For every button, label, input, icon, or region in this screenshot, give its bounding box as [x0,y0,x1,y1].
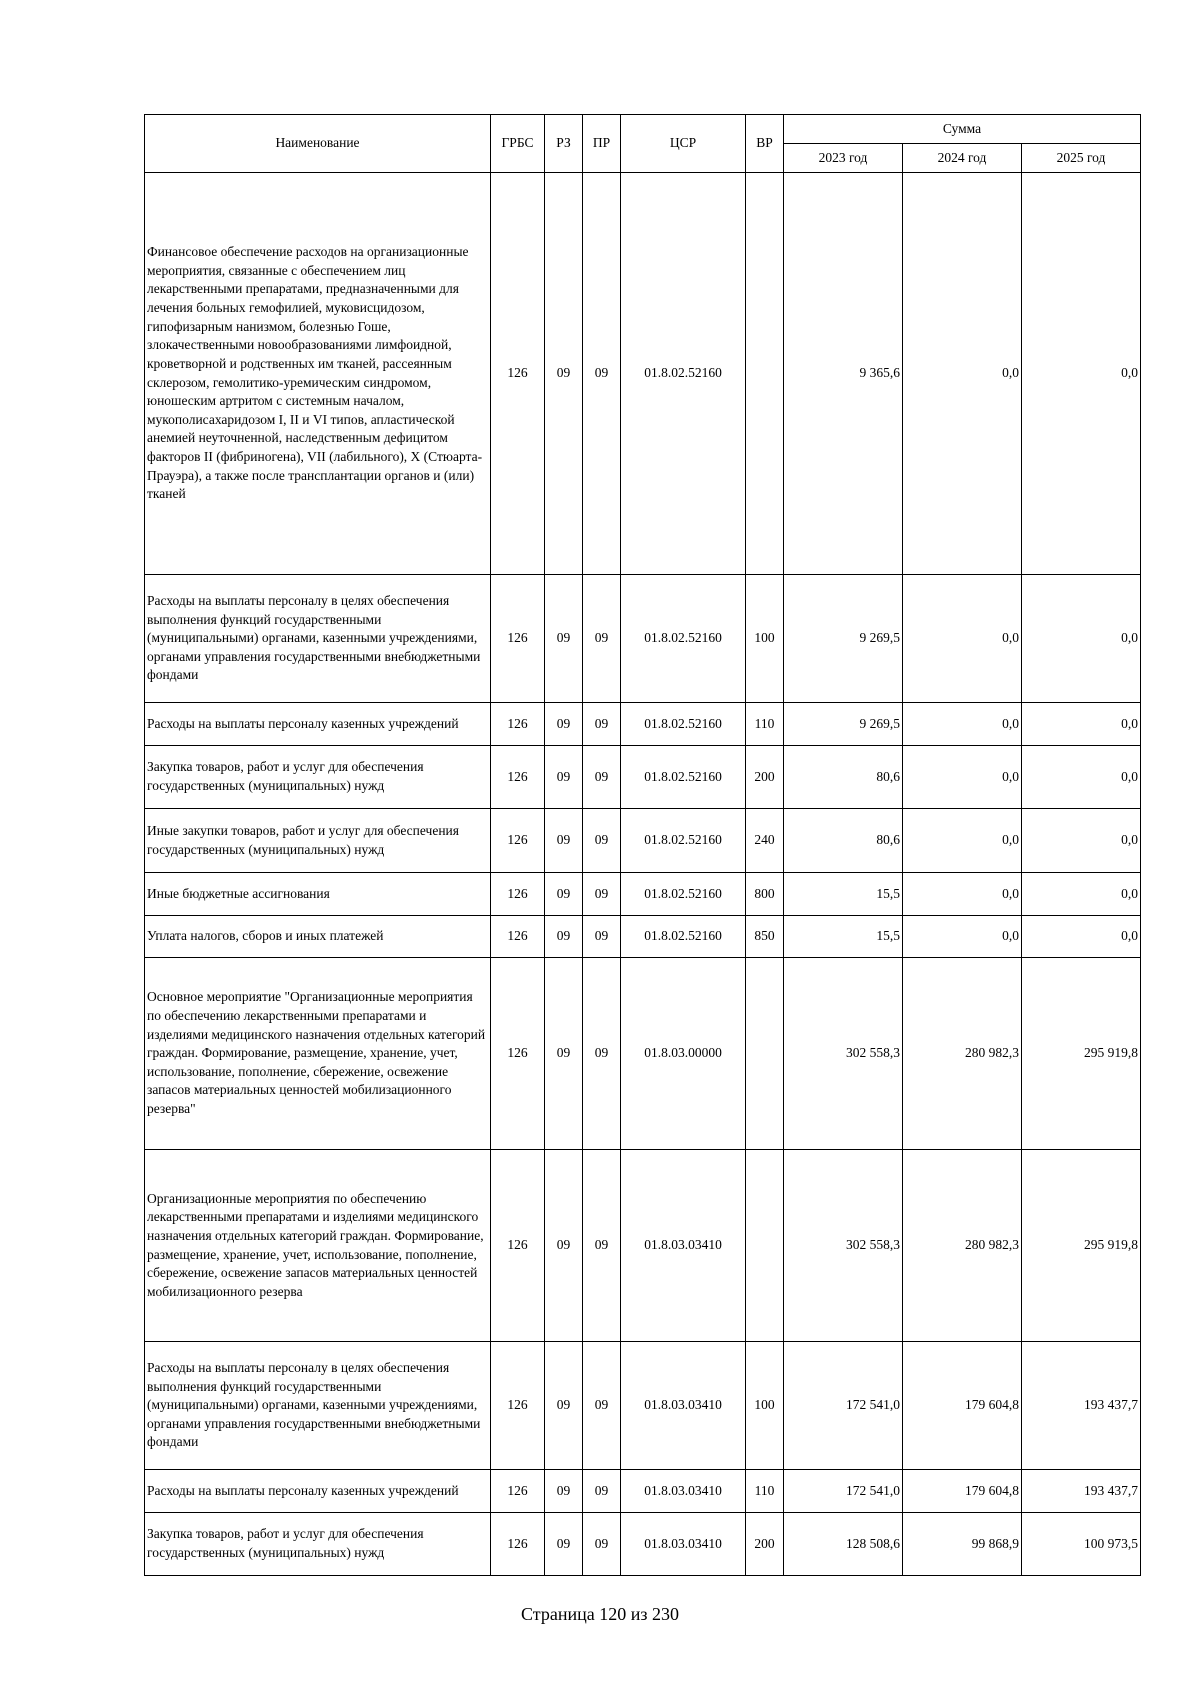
row-vr: 110 [746,703,784,746]
row-sum-2023: 172 541,0 [784,1342,903,1470]
row-sum-2023: 302 558,3 [784,958,903,1150]
row-pr: 09 [583,916,621,958]
row-grbs: 126 [491,873,545,916]
row-grbs: 126 [491,958,545,1150]
row-sum-2025: 295 919,8 [1022,958,1141,1150]
row-sum-2023: 15,5 [784,873,903,916]
row-sum-2024: 179 604,8 [903,1470,1022,1513]
table-row [145,746,1141,809]
row-sum-2024: 0,0 [903,916,1022,958]
table-row [145,1342,1141,1470]
col-header-grbs: ГРБС [491,115,545,173]
table-row [145,1513,1141,1576]
row-pr: 09 [583,1342,621,1470]
row-vr [746,958,784,1150]
col-header-name: Наименование [145,115,491,173]
row-rz: 09 [545,1513,583,1576]
page-number: Страница 120 из 230 [521,1604,679,1624]
row-sum-2024: 0,0 [903,703,1022,746]
row-sum-2023: 15,5 [784,916,903,958]
row-name: Иные закупки товаров, работ и услуг для обеспечения государственных (муниципальных) нужд [145,809,491,873]
col-header-pr: ПР [583,115,621,173]
row-pr: 09 [583,575,621,703]
row-csr: 01.8.03.03410 [621,1342,746,1470]
row-vr: 200 [746,1513,784,1576]
row-name: Расходы на выплаты персоналу в целях обеспечения выполнения функций государственными (муниципальными) органами, казенными учреждениями, органами управления государственными внебюджетными фондами [145,575,491,703]
table-row [145,1470,1141,1513]
row-sum-2025: 0,0 [1022,916,1141,958]
row-sum-2025: 0,0 [1022,873,1141,916]
row-csr: 01.8.02.52160 [621,173,746,575]
row-grbs: 126 [491,703,545,746]
row-grbs: 126 [491,746,545,809]
row-csr: 01.8.03.03410 [621,1513,746,1576]
row-sum-2024: 0,0 [903,873,1022,916]
row-pr: 09 [583,958,621,1150]
row-vr: 100 [746,1342,784,1470]
table-row [145,809,1141,873]
row-grbs: 126 [491,1513,545,1576]
row-name: Финансовое обеспечение расходов на организационные мероприятия, связанные с обеспечением лиц лекарственными препаратами, предназначенными для лечения больных гемофилией, муковисцидозом, гипофизарным нанизмом, болезнью Гоше, злокачественными новообразованиями лимфоидной, кроветворной и родственных им тканей, рассеянным склерозом, гемолитико-уремическим синдромом, юношеским артритом с системным началом, мукополисахаридозом I, II и VI типов, апластической анемией неуточненной, наследственным дефицитом факторов II (фибриногена), VII (лабильного), X (Стюарта-Прауэра), а также после трансплантации органов и (или) тканей [145,173,491,575]
row-sum-2025: 0,0 [1022,575,1141,703]
row-name: Уплата налогов, сборов и иных платежей [145,916,491,958]
row-vr: 110 [746,1470,784,1513]
row-vr: 850 [746,916,784,958]
row-rz: 09 [545,1342,583,1470]
row-rz: 09 [545,1150,583,1342]
table-row [145,1150,1141,1342]
row-csr: 01.8.03.03410 [621,1150,746,1342]
row-rz: 09 [545,916,583,958]
row-sum-2024: 179 604,8 [903,1342,1022,1470]
row-sum-2023: 128 508,6 [784,1513,903,1576]
row-sum-2025: 193 437,7 [1022,1470,1141,1513]
row-vr: 800 [746,873,784,916]
row-rz: 09 [545,958,583,1150]
row-csr: 01.8.02.52160 [621,873,746,916]
row-rz: 09 [545,1470,583,1513]
row-csr: 01.8.02.52160 [621,916,746,958]
row-sum-2024: 0,0 [903,575,1022,703]
row-pr: 09 [583,746,621,809]
row-name: Закупка товаров, работ и услуг для обеспечения государственных (муниципальных) нужд [145,746,491,809]
row-sum-2025: 0,0 [1022,746,1141,809]
row-name: Иные бюджетные ассигнования [145,873,491,916]
row-sum-2023: 9 269,5 [784,575,903,703]
row-csr: 01.8.02.52160 [621,575,746,703]
row-grbs: 126 [491,575,545,703]
row-sum-2024: 99 868,9 [903,1513,1022,1576]
row-vr [746,173,784,575]
row-grbs: 126 [491,173,545,575]
row-rz: 09 [545,703,583,746]
row-sum-2025: 0,0 [1022,173,1141,575]
table-row [145,575,1141,703]
row-pr: 09 [583,1513,621,1576]
row-pr: 09 [583,873,621,916]
row-rz: 09 [545,173,583,575]
row-pr: 09 [583,809,621,873]
row-sum-2025: 0,0 [1022,703,1141,746]
col-header-vr: ВР [746,115,784,173]
row-rz: 09 [545,575,583,703]
row-name: Закупка товаров, работ и услуг для обеспечения государственных (муниципальных) нужд [145,1513,491,1576]
row-name: Расходы на выплаты персоналу в целях обеспечения выполнения функций государственными (муниципальными) органами, казенными учреждениями, органами управления государственными внебюджетными фондами [145,1342,491,1470]
col-header-sum: Сумма [784,115,1141,144]
row-csr: 01.8.02.52160 [621,809,746,873]
table-row [145,173,1141,575]
table-row [145,873,1141,916]
row-vr: 240 [746,809,784,873]
row-csr: 01.8.03.00000 [621,958,746,1150]
row-sum-2024: 0,0 [903,173,1022,575]
row-sum-2023: 80,6 [784,746,903,809]
table-body [145,173,1141,1576]
row-vr [746,1150,784,1342]
row-grbs: 126 [491,1342,545,1470]
row-pr: 09 [583,1150,621,1342]
row-vr: 200 [746,746,784,809]
row-sum-2024: 280 982,3 [903,958,1022,1150]
table-row [145,916,1141,958]
row-name: Расходы на выплаты персоналу казенных учреждений [145,1470,491,1513]
row-sum-2024: 280 982,3 [903,1150,1022,1342]
row-sum-2023: 9 365,6 [784,173,903,575]
table-row [145,958,1141,1150]
row-grbs: 126 [491,809,545,873]
row-csr: 01.8.02.52160 [621,703,746,746]
col-header-2024: 2024 год [903,144,1022,173]
row-rz: 09 [545,809,583,873]
row-name: Организационные мероприятия по обеспечению лекарственными препаратами и изделиями медицинского назначения отдельных категорий граждан. Формирование, размещение, хранение, учет, использование, пополнение, сбережение, освежение запасов материальных ценностей мобилизационного резерва [145,1150,491,1342]
col-header-rz: РЗ [545,115,583,173]
row-sum-2025: 193 437,7 [1022,1342,1141,1470]
row-rz: 09 [545,746,583,809]
row-pr: 09 [583,1470,621,1513]
row-pr: 09 [583,703,621,746]
col-header-csr: ЦСР [621,115,746,173]
row-name: Расходы на выплаты персоналу казенных учреждений [145,703,491,746]
row-sum-2025: 295 919,8 [1022,1150,1141,1342]
row-sum-2025: 100 973,5 [1022,1513,1141,1576]
row-sum-2024: 0,0 [903,809,1022,873]
row-csr: 01.8.02.52160 [621,746,746,809]
row-grbs: 126 [491,1150,545,1342]
row-grbs: 126 [491,1470,545,1513]
row-rz: 09 [545,873,583,916]
table-row [145,703,1141,746]
row-name: Основное мероприятие "Организационные мероприятия по обеспечению лекарственными препаратами и изделиями медицинского назначения отдельных категорий граждан. Формирование, размещение, хранение, учет, использование, пополнение, сбережение, освежение запасов материальных ценностей мобилизационного резерва" [145,958,491,1150]
row-sum-2025: 0,0 [1022,809,1141,873]
col-header-2025: 2025 год [1022,144,1141,173]
row-pr: 09 [583,173,621,575]
row-sum-2023: 302 558,3 [784,1150,903,1342]
row-sum-2024: 0,0 [903,746,1022,809]
budget-table [144,114,1141,1576]
row-vr: 100 [746,575,784,703]
row-csr: 01.8.03.03410 [621,1470,746,1513]
row-sum-2023: 172 541,0 [784,1470,903,1513]
row-sum-2023: 9 269,5 [784,703,903,746]
row-grbs: 126 [491,916,545,958]
col-header-2023: 2023 год [784,144,903,173]
row-sum-2023: 80,6 [784,809,903,873]
header-row-1 [145,115,1141,144]
